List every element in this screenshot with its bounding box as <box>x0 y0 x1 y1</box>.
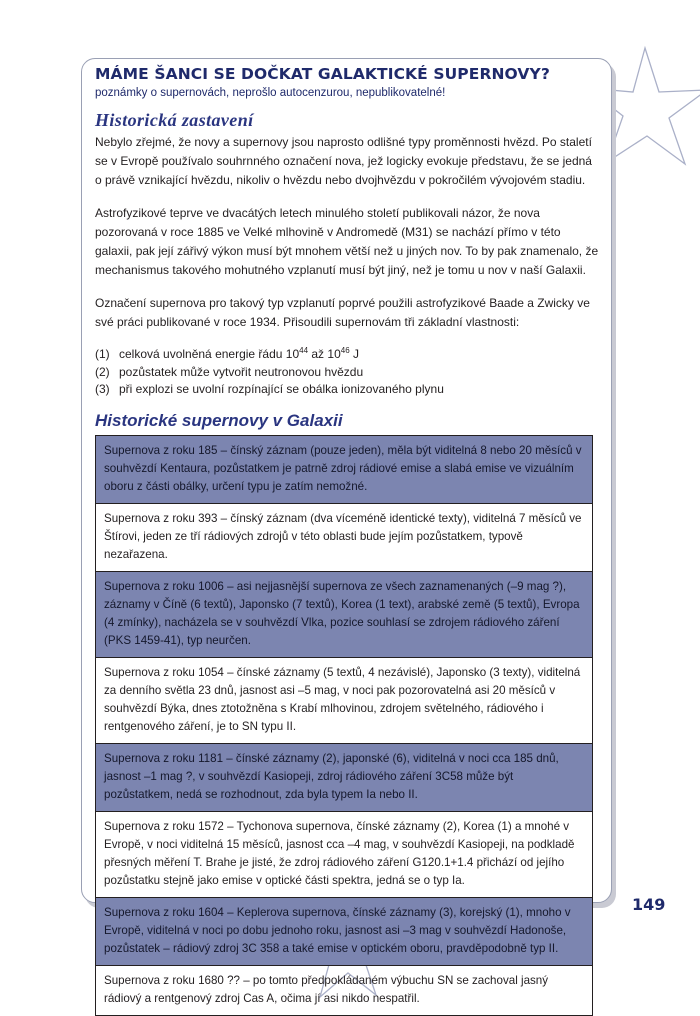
table-row: Supernova z roku 393 – čínský záznam (dva víceméně identické texty), viditelná 7 měsíců ve Štírovi, jeden ze tří rádiových zdrojů v této oblasti bude jejím pozůstatkem, typově nezařazena. <box>95 504 593 572</box>
table-row: Supernova z roku 1572 – Tychonova supernova, čínské záznamy (2), Korea (1) a mnohé v Evropě, v noci viditelná 15 měsíců, jasnost cca –4 mag, v souhvězdí Kasiopeji, na podkladě přesných měření T. Brahe je jisté, že zdroj rádiového záření G120.1+1.4 přichází od jejího pozůstatku stejně jako emise v optické části spektra, jedná se o typ Ia. <box>95 812 593 898</box>
paragraph: Astrofyzikové teprve ve dvacátých letech minulého století publikovali názor, že nova pozorovaná v roce 1885 ve Velké mlhovině v Andromedě (M31) se nachází přímo v této galaxii, pak její zářivý výkon musí být mnohem větší než u jiných nov. To by pak znamenalo, že mechanismus takového mohutného vzplanutí musí být jiný, než je tomu u nov v naší Galaxii. <box>95 206 599 277</box>
list-number: (1) <box>95 347 110 361</box>
list-text: pozůstatek může vytvořit neutronovou hvězdu <box>119 364 364 379</box>
table-row: Supernova z roku 1006 – asi nejjasnější supernova ze všech zaznamenaných (–9 mag ?), záznamy v Číně (6 textů), Japonsko (7 textů), Korea (1 text), arabské země (5 textů), Evropa (4 zmínky), nacházela se v souhvězdí Vlka, pozice souhlasí se zdrojem rádiového záření (PKS 1459-41), typ neurčen. <box>95 572 593 658</box>
table-row: Supernova z roku 1680 ?? – po tomto předpokládaném výbuchu SN se zachoval jasný rádiový a rentgenový zdroj Cas A, očima jí asi nikdo nespatřil. <box>95 966 593 1016</box>
article <box>95 64 600 1016</box>
table-row: Supernova z roku 1604 – Keplerova supernova, čínské záznamy (3), korejský (1), mnoho v Evropě, viditelná v noci po dobu jednoho roku, jasnost asi –3 mag v souhvězdí Hadonoše, pozůstatek – rádiový zdroj 3C 358 a také emise v optickém oboru, pravděpodobně typ II. <box>95 898 593 966</box>
paragraph: Označení supernova pro takový typ vzplanutí poprvé použili astrofyzikové Baade a Zwicky ve své práci publikované v roce 1934. Přisoudili supernovám tři základní vlastnosti: <box>95 296 590 329</box>
supernova-table <box>95 435 593 1016</box>
page-subtitle: poznámky o supernovách, neprošlo autocenzurou, nepublikovatelné! <box>95 87 446 99</box>
table-row: Supernova z roku 1181 – čínské záznamy (2), japonské (6), viditelná v noci cca 185 dnů, jasnost –1 mag ?, v souhvězdí Kasiopeji, zdroj rádiového záření 3C58 může být pozůstatkem, nedá se rozhodnout, zda byla typem Ia nebo II. <box>95 744 593 812</box>
list-number: (2) <box>95 364 110 379</box>
table-row: Supernova z roku 1054 – čínské záznamy (5 textů, 4 nezávislé), Japonsko (3 texty), viditelná za denního světla 23 dnů, jasnost asi –5 mag, v noci pak pozorovatelná asi 20 měsíců v souhvězdí Býka, dnes ztotožněna s Krabí mlhovinou, zdrojem světelného, rádiového i rentgenového záření, je to SN typu II. <box>95 658 593 744</box>
list-item <box>95 381 600 399</box>
list-text: při explozi se uvolní rozpínající se obálka ionizovaného plynu <box>119 382 444 396</box>
list-item <box>95 346 600 364</box>
page-number: 149 <box>632 895 666 914</box>
table-row: Supernova z roku 185 – čínský záznam (pouze jeden), měla být viditelná 8 nebo 20 měsíců v souhvězdí Kentaura, pozůstatkem je patrně zdroj rádiové emise a slabá emise ve vizuálním oboru z části obálky, určení typu je zatím nemožné. <box>95 436 593 504</box>
list-text: celková uvolněná energie řádu $10^{44}$ až $10^{46}$ J <box>119 346 359 361</box>
section-heading-supernovae: Historické supernovy v Galaxii <box>95 410 343 430</box>
paragraph: Nebylo zřejmé, že novy a supernovy jsou naprosto odlišné typy proměnnosti hvězd. Po staletí se v Evropě používalo souhrnného označení nova, jež logicky evokuje představu, že se jedná o právě vznikající hvězdu, nikoliv o hvězdu nebo dvojhvězdu v pokročilém vývojovém stadiu. <box>95 135 592 187</box>
properties-list <box>95 346 600 399</box>
list-number: (3) <box>95 382 110 396</box>
page-title: MÁME ŠANCI SE DOČKAT GALAKTICKÉ SUPERNOVY? <box>95 65 550 83</box>
list-item <box>95 364 600 382</box>
section-heading-history: Historická zastavení <box>95 110 254 130</box>
